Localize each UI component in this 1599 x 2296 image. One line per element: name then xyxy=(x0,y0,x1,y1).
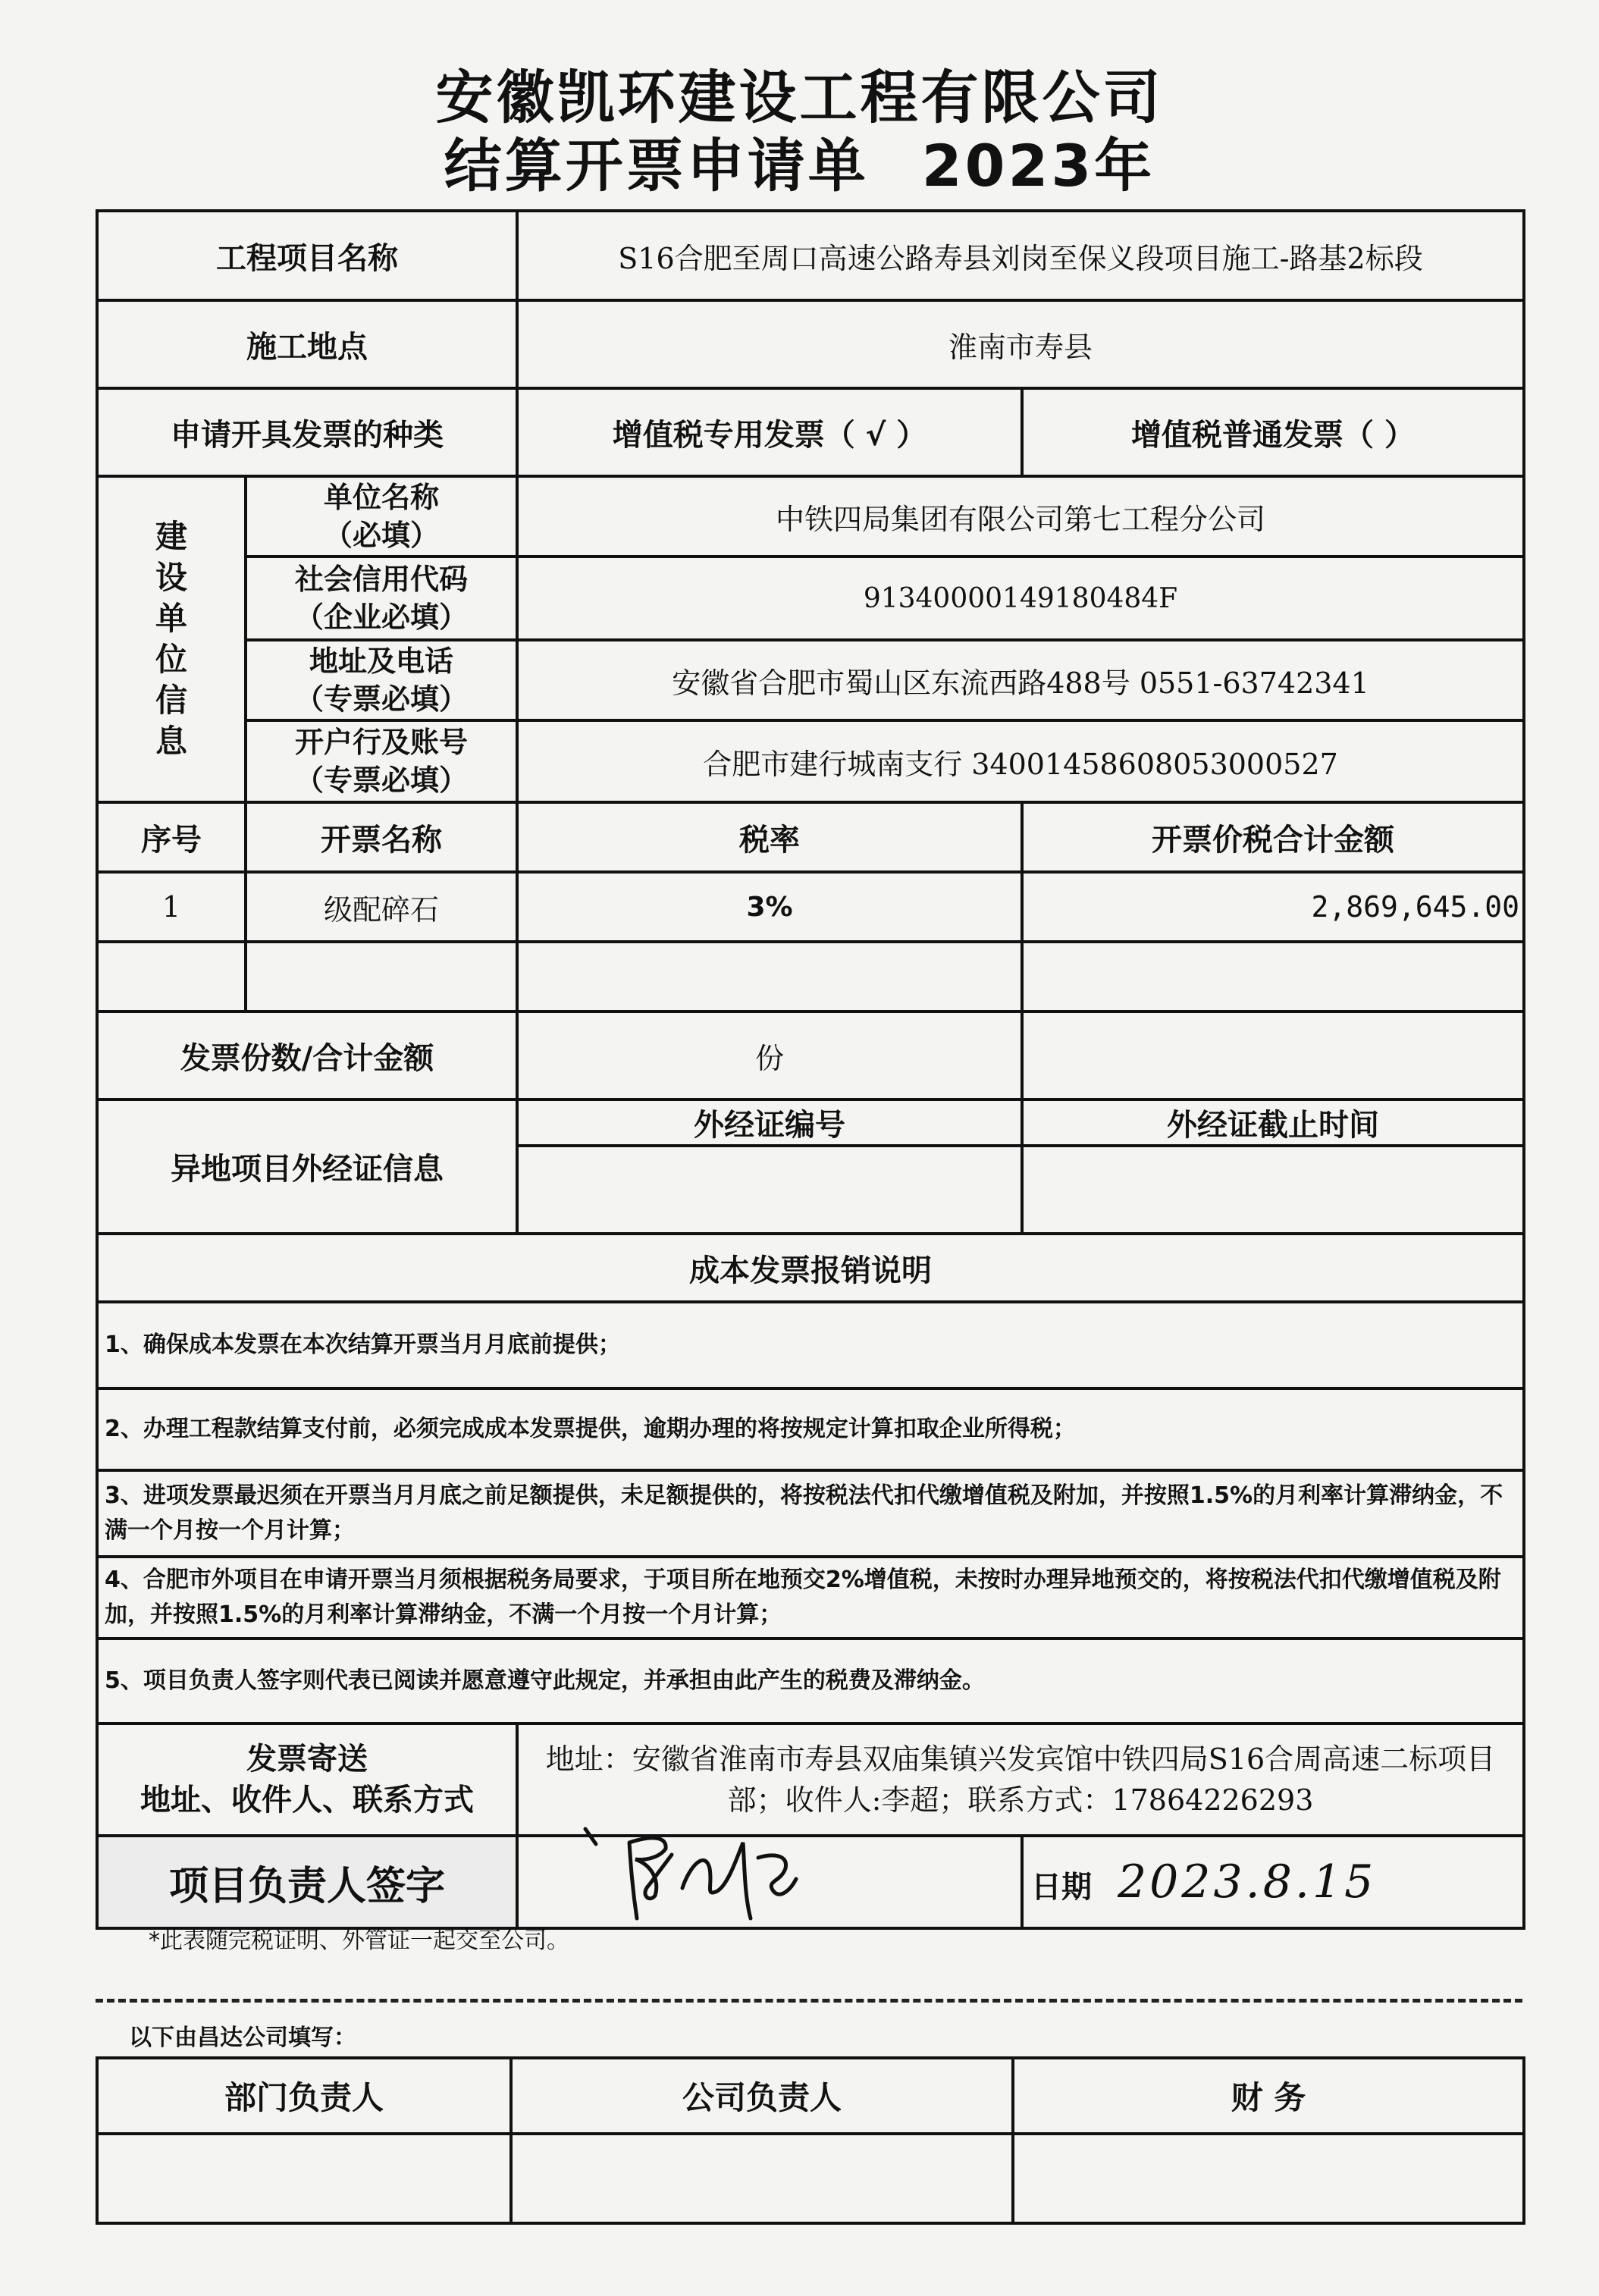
side-char: 信 xyxy=(155,682,187,719)
credit-code-value[interactable]: 91340000149180484F xyxy=(517,557,1524,640)
side-char: 位 xyxy=(155,641,187,678)
note-row xyxy=(97,1639,1524,1724)
builder-row-2 xyxy=(97,557,1524,640)
signature-label: 项目负责人签字 xyxy=(97,1836,517,1928)
mailing-label-line2: 地址、收件人、联系方式 xyxy=(140,1783,474,1818)
label-main: 单位名称 xyxy=(323,481,439,514)
approval-sign-row xyxy=(97,2134,1524,2223)
form-year: 2023年 xyxy=(921,132,1155,199)
bank-account-label xyxy=(246,720,517,802)
empty-cell[interactable] xyxy=(246,942,517,1012)
cut-line xyxy=(96,1999,1522,2003)
location-label: 施工地点 xyxy=(97,300,517,388)
label-main: 开户行及账号 xyxy=(294,726,468,759)
project-name-label: 工程项目名称 xyxy=(97,211,517,300)
remote-col-deadline: 外经证截止时间 xyxy=(1022,1099,1524,1146)
note-item: 3、进项发票最迟须在开票当月月底之前足额提供，未足额提供的，将按税法代扣代缴增值税及附加，并按照1.5%的月利率计算滞纳金，不满一个月按一个月计算； xyxy=(97,1470,1524,1557)
unit-name-value[interactable]: 中铁四局集团有限公司第七工程分公司 xyxy=(517,476,1524,557)
label-note: （企业必填） xyxy=(294,601,468,634)
builder-side-label xyxy=(97,476,246,802)
col-header-no: 序号 xyxy=(97,802,246,872)
notes-title: 成本发票报销说明 xyxy=(97,1234,1524,1302)
invoice-type-label: 申请开具发票的种类 xyxy=(97,388,517,476)
builder-row-3 xyxy=(97,640,1524,720)
note-row xyxy=(97,1302,1524,1388)
item-rate[interactable]: 3% xyxy=(517,872,1022,942)
note-item: 2、办理工程款结算支付前，必须完成成本发票提供，逾期办理的将按规定计算扣取企业所得税； xyxy=(97,1388,1524,1470)
location-value[interactable]: 淮南市寿县 xyxy=(517,300,1524,388)
label-note: （专票必填） xyxy=(294,764,468,797)
col-header-name: 开票名称 xyxy=(246,802,517,872)
approval-table xyxy=(96,2056,1525,2225)
approval-finance-sign[interactable] xyxy=(1013,2134,1524,2223)
date-label: 日期 xyxy=(1031,1870,1092,1905)
copies-cell[interactable] xyxy=(517,1012,1022,1099)
empty-cell[interactable] xyxy=(517,942,1022,1012)
special-invoice-option[interactable]: 增值税专用发票（ √ ） xyxy=(517,388,1022,476)
application-table xyxy=(96,209,1525,1930)
remote-deadline-value[interactable] xyxy=(1022,1146,1524,1234)
table-row-empty xyxy=(97,942,1524,1012)
footnote: *此表随完税证明、外管证一起交至公司。 xyxy=(149,1927,569,1954)
items-header-row xyxy=(97,802,1524,872)
label-main: 社会信用代码 xyxy=(294,563,468,596)
signature-scribble xyxy=(576,1812,834,1926)
side-char: 息 xyxy=(155,723,187,760)
note-row xyxy=(97,1557,1524,1639)
bank-account-value[interactable]: 合肥市建行城南支行 34001458608053000527 xyxy=(517,720,1524,802)
side-char: 设 xyxy=(155,559,187,596)
note-row xyxy=(97,1470,1524,1557)
col-header-rate: 税率 xyxy=(517,802,1022,872)
date-value[interactable]: 2023.8.15 xyxy=(1117,1855,1377,1909)
item-name[interactable]: 级配碎石 xyxy=(246,872,517,942)
empty-cell[interactable] xyxy=(97,942,246,1012)
note-row xyxy=(97,1388,1524,1470)
empty-cell[interactable] xyxy=(1022,942,1524,1012)
remote-number-value[interactable] xyxy=(517,1146,1022,1234)
label-note: （专票必填） xyxy=(294,682,468,716)
mailing-value[interactable]: 地址：安徽省淮南市寿县双庙集镇兴发宾馆中铁四局S16合周高速二标项目部；收件人:李超；联系方式：17864226293 xyxy=(517,1724,1524,1836)
table-row xyxy=(97,872,1524,942)
side-char: 单 xyxy=(155,600,187,637)
totals-row xyxy=(97,1012,1524,1099)
company-title: 安徽凯环建设工程有限公司 xyxy=(435,64,1164,131)
remote-col-number: 外经证编号 xyxy=(517,1099,1022,1146)
project-name-row xyxy=(97,211,1524,300)
mailing-label xyxy=(97,1724,517,1836)
note-item: 5、项目负责人签字则代表已阅读并愿意遵守此规定，并承担由此产生的税费及滞纳金。 xyxy=(97,1639,1524,1724)
notes-title-row xyxy=(97,1234,1524,1302)
note-item: 4、合肥市外项目在申请开票当月须根据税务局要求，于项目所在地预交2%增值税，未按时办理异地预交的，将按税法代扣代缴增值税及附加，并按照1.5%的月利率计算滞纳金，不满一个月按一个月计算； xyxy=(97,1557,1524,1639)
copies-unit: 份 xyxy=(754,1041,784,1075)
approval-company-sign[interactable] xyxy=(511,2134,1013,2223)
project-name-value[interactable]: S16合肥至周口高速公路寿县刘岗至保义段项目施工-路基2标段 xyxy=(517,211,1524,300)
mailing-label-line1: 发票寄送 xyxy=(246,1742,368,1777)
side-char: 建 xyxy=(155,518,187,555)
form-title-text: 结算开票申请单 xyxy=(444,132,869,199)
location-row xyxy=(97,300,1524,388)
credit-code-label xyxy=(246,557,517,640)
remote-label: 异地项目外经证信息 xyxy=(97,1099,517,1234)
col-header-amount: 开票价税合计金额 xyxy=(1022,802,1524,872)
approval-col-company: 公司负责人 xyxy=(511,2058,1013,2134)
unit-name-label xyxy=(246,476,517,557)
invoice-type-row xyxy=(97,388,1524,476)
approval-col-finance: 财 务 xyxy=(1013,2058,1524,2134)
date-cell[interactable] xyxy=(1022,1836,1524,1928)
item-amount[interactable]: 2,869,645.00 xyxy=(1022,872,1524,942)
totals-label: 发票份数/合计金额 xyxy=(97,1012,517,1099)
item-no[interactable]: 1 xyxy=(97,872,246,942)
total-amount-cell[interactable] xyxy=(1022,1012,1524,1099)
form-title xyxy=(0,120,1599,202)
label-note: （必填） xyxy=(323,519,439,552)
label-main: 地址及电话 xyxy=(309,645,453,678)
note-item: 1、确保成本发票在本次结算开票当月月底前提供； xyxy=(97,1302,1524,1388)
approval-col-dept: 部门负责人 xyxy=(97,2058,511,2134)
fill-note: 以下由昌达公司填写： xyxy=(129,2025,356,2051)
address-phone-value[interactable]: 安徽省合肥市蜀山区东流西路488号 0551-63742341 xyxy=(517,640,1524,720)
approval-header-row xyxy=(97,2058,1524,2134)
address-phone-label xyxy=(246,640,517,720)
builder-row-4 xyxy=(97,720,1524,802)
normal-invoice-option[interactable]: 增值税普通发票（ ） xyxy=(1022,388,1524,476)
approval-dept-sign[interactable] xyxy=(97,2134,511,2223)
remote-header-row xyxy=(97,1099,1524,1146)
builder-row-1 xyxy=(97,476,1524,557)
